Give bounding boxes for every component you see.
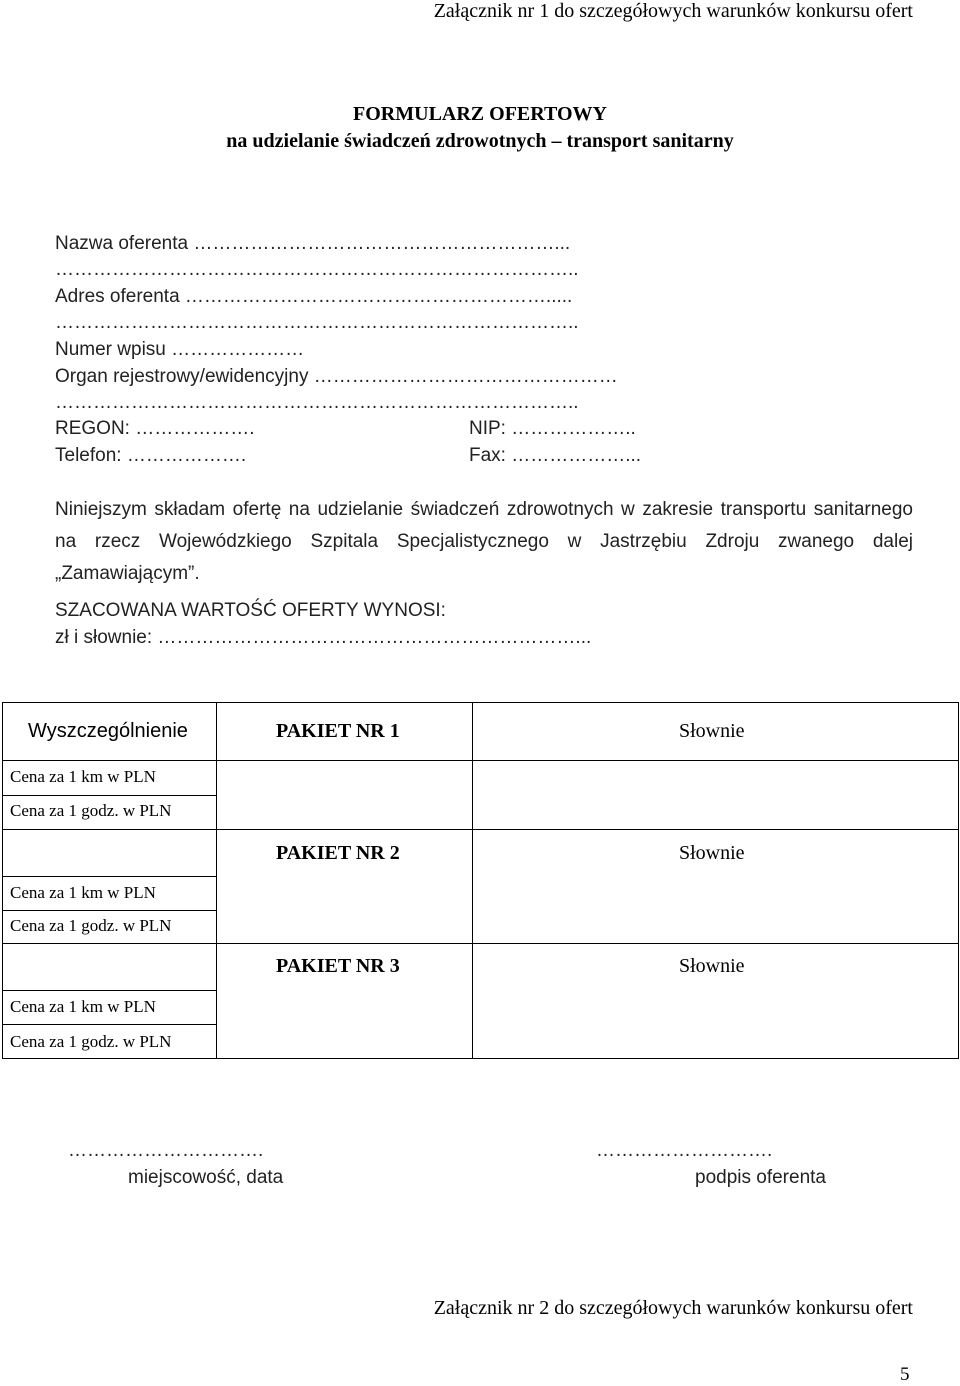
table-header-specification: Wyszczególnienie <box>28 720 188 742</box>
signature-place-date-label: miejscowość, data <box>128 1167 284 1188</box>
table-row-price-km-2: Cena za 1 km w PLN <box>10 883 156 902</box>
field-nazwa-oferenta: Nazwa oferenta …………………………………………………... <box>55 233 571 254</box>
form-subtitle: na udzielanie świadczeń zdrowotnych – transport sanitarny <box>226 130 734 152</box>
table-row-price-km-3: Cena za 1 km w PLN <box>10 997 156 1016</box>
table-header-words-3: Słownie <box>679 955 745 977</box>
field-nip: NIP: ……………….. <box>469 418 636 439</box>
estimate-line: zł i słownie: …………………………………………………………... <box>55 627 592 648</box>
field-organ-rejestrowy: Organ rejestrowy/ewidencyjny ………………………………………… <box>55 366 618 387</box>
field-organ-continuation: ……………………………………………………………………….. <box>55 392 579 413</box>
table-package-1: PAKIET NR 1 <box>276 720 400 742</box>
page-number: 5 <box>900 1364 910 1385</box>
field-fax: Fax: ………………... <box>469 445 642 466</box>
table-header-words-2: Słownie <box>679 842 745 864</box>
table-package-3: PAKIET NR 3 <box>276 955 400 977</box>
table-header-words-1: Słownie <box>679 720 745 742</box>
table-row-price-hour-3: Cena za 1 godz. w PLN <box>10 1032 172 1051</box>
signature-place-date-line: …………………………. <box>68 1140 264 1161</box>
signature-offerer-label: podpis oferenta <box>695 1167 826 1188</box>
table-package-2: PAKIET NR 2 <box>276 842 400 864</box>
field-nazwa-continuation: ……………………………………………………………………….. <box>55 259 579 280</box>
table-row-price-hour-2: Cena za 1 godz. w PLN <box>10 916 172 935</box>
attachment-header: Załącznik nr 1 do szczegółowych warunków konkursu ofert <box>433 0 913 22</box>
table-row-price-km-1: Cena za 1 km w PLN <box>10 767 156 786</box>
form-title: FORMULARZ OFERTOWY <box>353 103 607 125</box>
field-telefon: Telefon: ………………. <box>55 445 247 466</box>
signature-offerer-line: ………………………. <box>596 1140 773 1161</box>
estimate-label: SZACOWANA WARTOŚĆ OFERTY WYNOSI: <box>55 600 446 621</box>
field-numer-wpisu: Numer wpisu ………………… <box>55 339 305 360</box>
table-row-price-hour-1: Cena za 1 godz. w PLN <box>10 801 172 820</box>
attachment-footer: Załącznik nr 2 do szczegółowych warunków konkursu ofert <box>433 1297 913 1319</box>
offer-paragraph: Niniejszym składam ofertę na udzielanie świadczeń zdrowotnych w zakresie transportu sanitarnego na rzecz Wojewódzkiego Szpitala Specjalistycznego w Jastrzębiu Zdroju zwanego dalej „Zamawiającym”. <box>55 499 913 584</box>
field-regon: REGON: ………………. <box>55 418 255 439</box>
field-adres-oferenta: Adres oferenta …………………………………………………..... <box>55 286 573 307</box>
field-adres-continuation: ……………………………………………………………………….. <box>55 312 579 333</box>
